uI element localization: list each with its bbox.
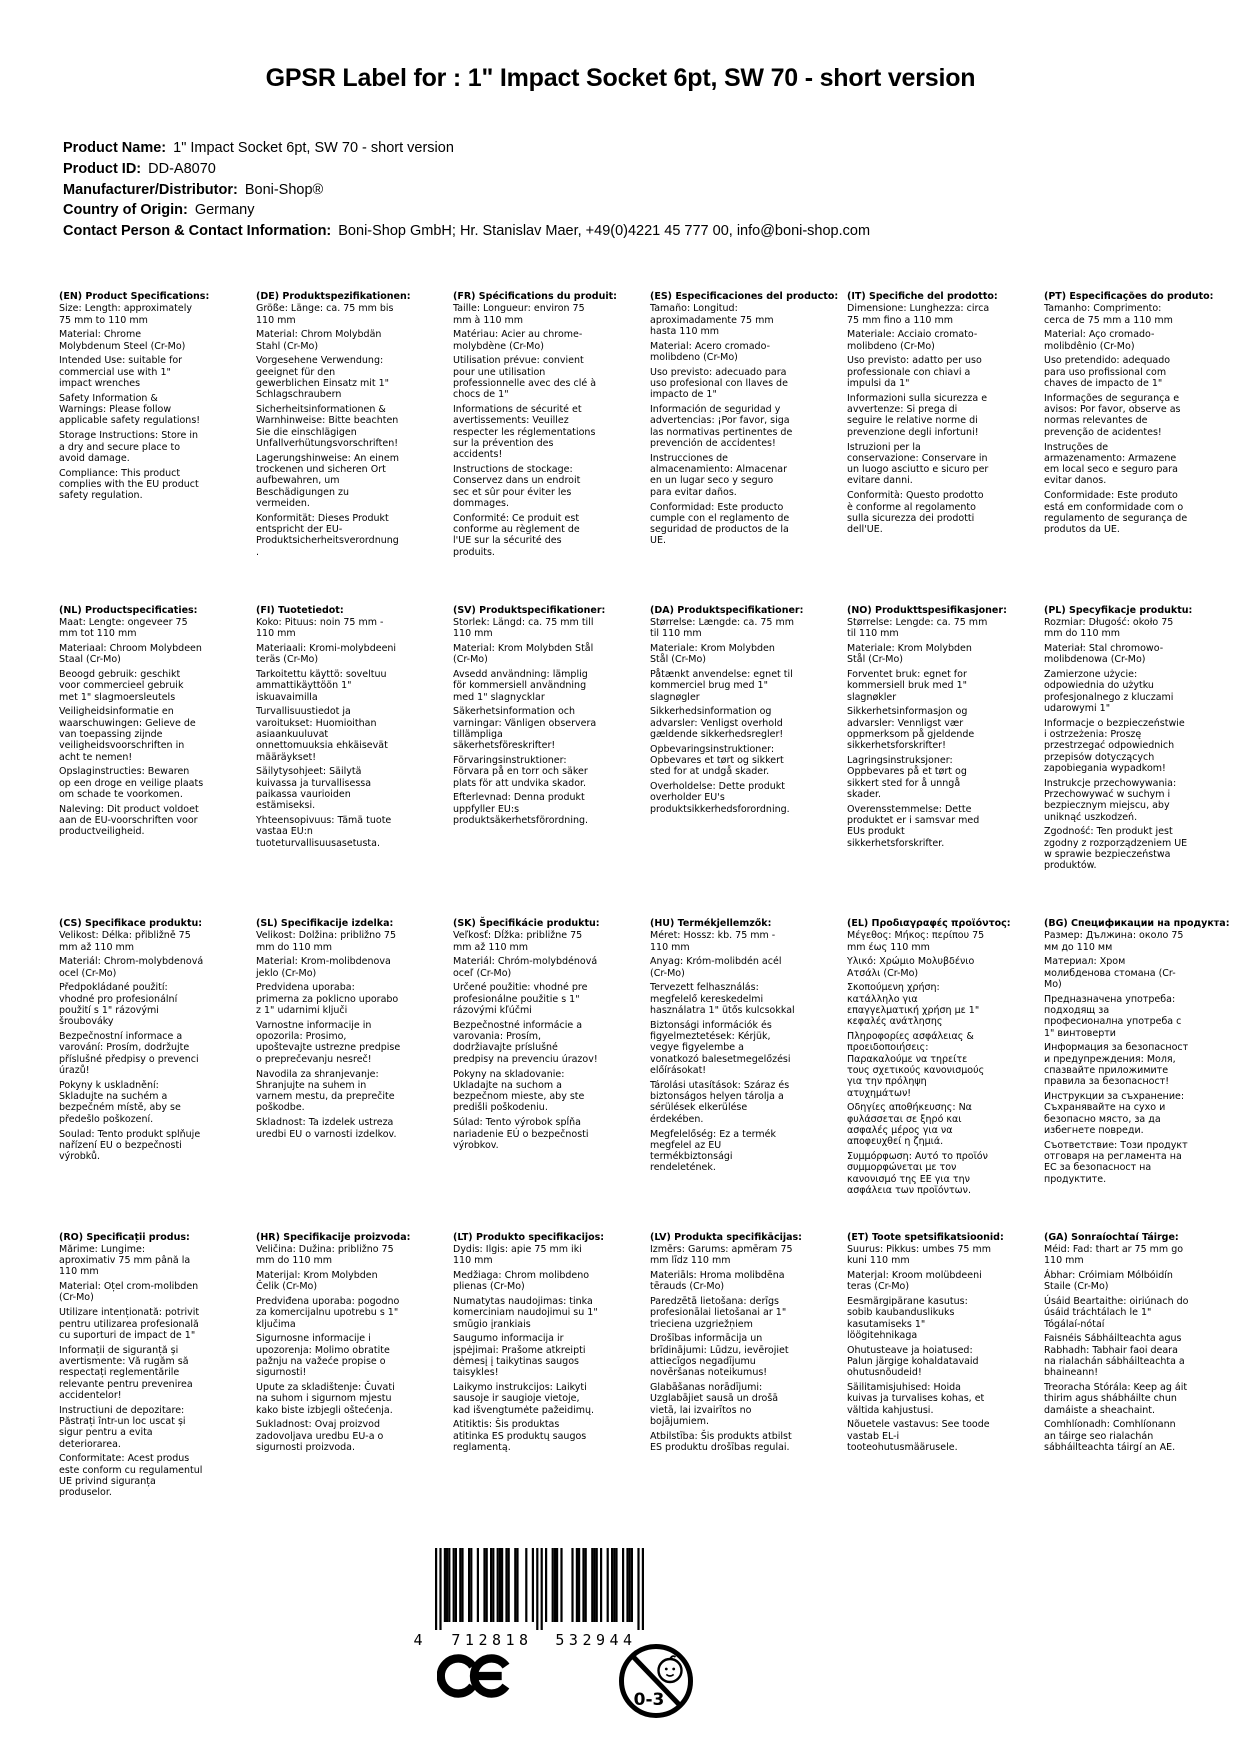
spec-paragraph: Größe: Länge: ca. 75 mm bis 110 mm <box>256 303 394 326</box>
spec-paragraph: Veličina: Dužina: približno 75 mm do 110 mm <box>256 1243 394 1267</box>
lang-block-sl <box>256 918 401 1232</box>
product-info <box>63 138 870 242</box>
spec-paragraph: Určené použitie: vhodné pre profesionálne použitie s 1" rázovými kľúčmi <box>453 982 588 1017</box>
lang-block-header: (PT) Especificações do produto: <box>1044 291 1214 302</box>
barcode-prefix-digit: 4 <box>413 1631 423 1648</box>
product-info-row <box>63 180 870 201</box>
lang-block-header: (DE) Produktspezifikationen: <box>256 291 411 302</box>
spec-paragraph: Sikkerhedsinformation og advarsler: Venligst overhold gældende sikkerhedsregler! <box>650 706 784 740</box>
spec-paragraph: Saugumo informacija ir įspėjimai: Prašome atkreipti dėmesį į taikytinas saugos taisykles! <box>453 1333 586 1379</box>
spec-paragraph: Tárolási utasítások: Száraz és biztonságos helyen tárolja a sérülések elkerülése érdekében. <box>650 1079 790 1125</box>
product-info-row <box>63 200 870 221</box>
lang-block-sv <box>453 604 606 919</box>
spec-paragraph: Materiaal: Chroom Molybdeen Staal (Cr-Mo) <box>59 642 202 666</box>
spec-paragraph: Materijal: Krom Molybden Čelik (Cr-Mo) <box>256 1269 378 1293</box>
spec-paragraph: Navodila za shranjevanje: Shranjujte na suhem in varnem mestu, da preprečite poškodbe. <box>256 1068 395 1114</box>
lang-block-sk <box>453 918 598 1232</box>
spec-paragraph: Velikost: Délka: přibližně 75 mm až 110 mm <box>59 930 191 953</box>
spec-paragraph: Megfelelőség: Ez a termék megfelel az EU termékbiztonsági rendeletének. <box>650 1128 777 1174</box>
spec-paragraph: Размер: Дължина: около 75 мм до 110 мм <box>1044 930 1184 953</box>
spec-paragraph: Materiał: Stal chromowo-molibdenowa (Cr-Mo) <box>1044 642 1164 666</box>
spec-paragraph: Opslaginstructies: Bewaren op een droge en veilige plaats om schade te voorkomen. <box>59 766 204 800</box>
product-info-value: Boni-Shop® <box>244 181 324 198</box>
spec-paragraph: Μέγεθος: Μήκος: περίπου 75 mm έως 110 mm <box>847 930 985 953</box>
spec-paragraph: Lagerungshinweise: An einem trockenen und sicheren Ort aufbewahren, um Beschädigungen zu vermeiden. <box>256 452 400 510</box>
spec-paragraph: Taille: Longueur: environ 75 mm à 110 mm <box>453 303 585 326</box>
spec-paragraph: Uso previsto: adatto per uso professionale con chiavi a impulsi da 1" <box>847 355 982 390</box>
spec-paragraph: Faisnéis Sábháilteachta agus Rabhadh: Tabhair faoi deara na rialachán sábháilteachta a bhaineann! <box>1044 1333 1185 1379</box>
lang-block-lv <box>650 1231 802 1546</box>
spec-paragraph: Lagringsinstruksjoner: Oppbevares på et tørt og sikkert sted for å unngå skader. <box>847 755 967 800</box>
spec-paragraph: Информация за безопасност и предупреждения: Моля, спазвайте приложимите правила за безопасност! <box>1044 1042 1189 1088</box>
spec-paragraph: Instrucciones de almacenamiento: Almacenar en un lugar seco y seguro para evitar daños. <box>650 452 787 498</box>
spec-paragraph: Pokyny na skladovanie: Ukladajte na suchom a bezpečnom mieste, aby ste predišli poškodeniu. <box>453 1068 585 1114</box>
barcode-right-group: 532944 <box>555 1631 637 1648</box>
spec-paragraph: Nõuetele vastavus: See toode vastab EL-i tooteohutusmäärusele. <box>847 1419 990 1454</box>
spec-paragraph: Informacje o bezpieczeństwie i ostrzeżenia: Proszę przestrzegać odpowiednich przepisów dotyczących zapobiegania wypadkom! <box>1044 717 1185 774</box>
product-info-row <box>63 159 870 180</box>
lang-block-header: (SV) Produktspecifikationer: <box>453 604 606 616</box>
spec-paragraph: Skladnost: Ta izdelek ustreza uredbi EU o varnosti izdelkov. <box>256 1117 397 1140</box>
spec-paragraph: Veľkosť: Dĺžka: približne 75 mm až 110 mm <box>453 930 583 953</box>
spec-paragraph: Dydis: Ilgis: apie 75 mm iki 110 mm <box>453 1243 582 1267</box>
product-info-label: Product ID: <box>63 160 142 177</box>
spec-paragraph: Úsáid Beartaithe: oiriúnach do úsáid tráchtálach le 1" Tógálaí-nótaí <box>1044 1295 1189 1330</box>
lang-block-es <box>650 291 839 605</box>
spec-paragraph: Rozmiar: Długość: około 75 mm do 110 mm <box>1044 616 1174 640</box>
spec-paragraph: Conformidad: Este producto cumple con el reglamento de seguridad de productos de la UE. <box>650 501 790 547</box>
lang-block-cs <box>59 918 204 1232</box>
lang-block-header: (PL) Specyfikacje produktu: <box>1044 604 1193 616</box>
spec-paragraph: Istruzioni per la conservazione: Conservare in un luogo asciutto e sicuro per evitare danni. <box>847 441 989 487</box>
product-info-label: Product Name: <box>63 140 167 156</box>
spec-paragraph: Säkerhetsinformation och varningar: Vänligen observera tillämpliga säkerhetsföreskrifter! <box>453 706 597 752</box>
spec-paragraph: Información de seguridad y advertencias: ¡Por favor, siga las normativas pertinentes de prevención de accidentes! <box>650 404 793 450</box>
lang-block-de <box>256 291 411 605</box>
spec-paragraph: Uso previsto: adecuado para uso profesional con llaves de impacto de 1" <box>650 366 788 401</box>
product-info-value: DD-A8070 <box>148 160 216 177</box>
spec-paragraph: Предназначена употреба: подходящ за професионална употреба с 1" винтоверти <box>1044 993 1182 1039</box>
spec-paragraph: Treoracha Stórála: Keep ag áit thirim agus shábháilte chun damáiste a sheachaint. <box>1044 1382 1188 1416</box>
lang-block-header: (CS) Specifikace produktu: <box>59 918 203 929</box>
lang-block-header: (SL) Specifikacije izdelka: <box>256 918 394 929</box>
spec-paragraph: Beoogd gebruik: geschikt voor commercieel gebruik met 1" slagmoersleutels <box>59 668 184 703</box>
spec-paragraph: Ábhar: Cróimiam Mólbóidín Staile (Cr-Mo) <box>1044 1269 1173 1293</box>
baby-face-icon <box>659 1659 682 1682</box>
spec-paragraph: Material: Acero cromado-molibdeno (Cr-Mo) <box>650 340 770 363</box>
spec-paragraph: Size: Length: approximately 75 mm to 110 mm <box>59 303 192 326</box>
lang-block-nl <box>59 605 204 919</box>
spec-paragraph: Materiál: Chróm-molybdénová oceľ (Cr-Mo) <box>453 956 598 979</box>
lang-block-pl <box>1044 604 1193 919</box>
spec-paragraph: Dimensione: Lunghezza: circa 75 mm fino a 110 mm <box>847 303 990 326</box>
spec-paragraph: Sikkerhetsinformasjon og advarsler: Vennligst vær oppmerksom på gjeldende sikkerhetsforskrifter! <box>847 706 975 752</box>
spec-paragraph: Material: Chrom Molybdän Stahl (Cr-Mo) <box>256 329 382 352</box>
spec-paragraph: Ohutusteave ja hoiatused: Palun järgige kohaldatavaid ohutusnõudeid! <box>847 1344 979 1379</box>
lang-block-header: (ES) Especificaciones del producto: <box>650 291 839 302</box>
product-info-label: Country of Origin: <box>63 202 188 219</box>
spec-paragraph: Συμμόρφωση: Αυτό το προϊόν συμμορφώνεται με τον κανονισμό της ΕΕ για την ασφάλεια των προϊόντων. <box>847 1151 988 1197</box>
barcode-left-group: 712818 <box>451 1631 533 1648</box>
spec-paragraph: Material: Krom-molibdenova jeklo (Cr-Mo) <box>256 956 391 979</box>
spec-paragraph: Инструкции за съхранение: Съхранявайте на сухо и безопасно място, за да избегнете повреди. <box>1044 1091 1185 1137</box>
product-info-label: Contact Person & Contact Information: <box>63 223 332 240</box>
spec-paragraph: Overensstemmelse: Dette produktet er i samsvar med EUs produkt sikkerhetsforskrifter. <box>847 803 980 849</box>
lang-block-header: (EL) Προδιαγραφές προϊόντος: <box>847 918 1011 929</box>
spec-paragraph: Instructiuni de depozitare: Păstrați într-un loc uscat și sigur pentru a evita deteriorarea. <box>59 1404 186 1450</box>
spec-paragraph: Maat: Lengte: ongeveer 75 mm tot 110 mm <box>59 616 188 640</box>
spec-paragraph: Atitiktis: Šis produktas atitinka ES produktų saugos reglamentą. <box>453 1419 587 1454</box>
spec-paragraph: Conformidade: Este produto está em conformidade com o regulamento de segurança de produtos da UE. <box>1044 490 1188 536</box>
spec-paragraph: Størrelse: Lengde: ca. 75 mm til 110 mm <box>847 616 988 640</box>
spec-paragraph: Eesmärgipärane kasutus: sobib kaubanduslikuks kasutamiseks 1" löögitehnikaga <box>847 1295 968 1341</box>
lang-block-header: (LV) Produkta specifikācijas: <box>650 1231 802 1243</box>
spec-paragraph: Medžiaga: Chrom molibdeno plienas (Cr-Mo) <box>453 1269 590 1293</box>
spec-paragraph: Съответствие: Този продукт отговаря на регламента на ЕС за безопасност на продуктите. <box>1044 1139 1188 1185</box>
lang-block-header: (DA) Produktspecifikationer: <box>650 604 804 616</box>
spec-paragraph: Paredzētā lietošana: derīgs profesionālai lietošanai ar 1" trieciena uzgriežņiem <box>650 1295 787 1330</box>
spec-paragraph: Avsedd användning: lämplig för kommersiell användning med 1" slagnycklar <box>453 668 588 703</box>
spec-paragraph: Conformité: Ce produit est conforme au règlement de l'UE sur la sécurité des produits. <box>453 512 580 558</box>
spec-paragraph: Overholdelse: Dette produkt overholder EU's produktsikkerhedsforordning. <box>650 781 790 815</box>
spec-paragraph: Säilitamisjuhised: Hoida kuivas ja turvalises kohas, et vältida kahjustusi. <box>847 1382 985 1416</box>
spec-paragraph: Forventet bruk: egnet for kommersiell bruk med 1" slagnøkler <box>847 668 968 703</box>
spec-paragraph: Compliance: This product complies with the EU product safety regulation. <box>59 467 199 502</box>
lang-block-header: (HU) Termékjellemzők: <box>650 918 772 929</box>
spec-paragraph: Informazioni sulla sicurezza e avvertenze: Si prega di seguire le relative norme di prevenzione degli infortuni! <box>847 392 988 438</box>
spec-paragraph: Velikost: Dolžina: približno 75 mm do 110 mm <box>256 930 397 953</box>
lang-block-hu <box>650 918 795 1232</box>
lang-block-bg <box>1044 918 1230 1232</box>
spec-paragraph: Materiale: Acciaio cromato-molibdeno (Cr-Mo) <box>847 329 978 352</box>
spec-paragraph: Zamierzone użycie: odpowiednia do użytku profesjonalnego z kluczami udarowymi 1" <box>1044 668 1174 714</box>
language-grid <box>59 291 1241 1545</box>
spec-paragraph: Opbevaringsinstruktioner: Opbevares et tørt og sikkert sted for at undgå skader. <box>650 743 784 778</box>
spec-paragraph: Informații de siguranță și avertismente: Vă rugăm să respectați reglementările relevante pentru prevenirea accidentelor! <box>59 1344 193 1401</box>
lang-block-header: (BG) Спецификации на продукта: <box>1044 918 1230 929</box>
lang-block-header: (IT) Specifiche del prodotto: <box>847 291 998 302</box>
spec-paragraph: Méret: Hossz: kb. 75 mm - 110 mm <box>650 930 776 953</box>
barcode-bars <box>400 1548 660 1648</box>
lang-block-ga <box>1044 1232 1189 1546</box>
lang-block-header: (SK) Špecifikácie produktu: <box>453 918 600 929</box>
spec-paragraph: Conformità: Questo prodotto è conforme al regolamento sulla sicurezza dei prodotti dell'UE. <box>847 490 984 536</box>
lang-block-en <box>59 291 210 605</box>
spec-paragraph: Tamaño: Longitud: aproximadamente 75 mm hasta 110 mm <box>650 303 774 337</box>
page-title: GPSR Label for : 1" Impact Socket 6pt, SW 70 - short version <box>265 63 976 92</box>
spec-paragraph: Soulad: Tento produkt splňuje nařízení EU o bezpečnosti výrobků. <box>59 1128 201 1163</box>
spec-paragraph: Naleving: Dit product voldoet aan de EU-voorschriften voor productveiligheid. <box>59 803 199 838</box>
spec-paragraph: Drošības informācija un brīdinājumi: Lūdzu, ievērojiet attiecīgos negadījumu novēršanas noteikumus! <box>650 1333 789 1379</box>
spec-paragraph: Efterlevnad: Denna produkt uppfyller EU:s produktsäkerhetsförordning. <box>453 792 589 827</box>
spec-paragraph: Predviđena uporaba: pogodno za komercijalnu upotrebu s 1" ključima <box>256 1295 400 1330</box>
spec-paragraph: Anyag: Króm-molibdén acél (Cr-Mo) <box>650 956 782 979</box>
ce-mark-icon <box>437 1652 511 1704</box>
lang-block-header: (LT) Produkto specifikacijos: <box>453 1231 605 1243</box>
spec-paragraph: Súlad: Tento výrobok spĺňa nariadenie EÚ o bezpečnosti výrobkov. <box>453 1117 589 1151</box>
spec-paragraph: Glabāšanas norādījumi: Uzglabājiet sausā un drošā vietā, lai izvairītos no bojājumiem. <box>650 1382 779 1427</box>
spec-paragraph: Storlek: Längd: ca. 75 mm till 110 mm <box>453 616 594 640</box>
spec-paragraph: Numatytas naudojimas: tinka komerciniam naudojimui su 1" smūgio įrankiais <box>453 1295 598 1330</box>
spec-paragraph: Turvallisuustiedot ja varoitukset: Huomioithan asiaankuuluvat onnettomuuksia ehkäisevät määräykset! <box>256 706 388 763</box>
spec-paragraph: Tervezett felhasználás: megfelelő kereskedelmi használatra 1" ütős kulcsokkal <box>650 982 795 1017</box>
product-info-value: 1" Impact Socket 6pt, SW 70 - short version <box>173 140 454 156</box>
spec-paragraph: Materjal: Kroom molübdeeni teras (Cr-Mo) <box>847 1269 982 1293</box>
lang-block-header: (FI) Tuotetiedot: <box>256 604 344 616</box>
lang-block-header: (NL) Productspecificaties: <box>59 604 198 616</box>
product-info-value: Boni-Shop GmbH; Hr. Stanislav Maer, +49(0)4221 45 777 00, info@boni-shop.com <box>338 223 871 240</box>
spec-paragraph: Koko: Pituus: noin 75 mm - 110 mm <box>256 616 384 640</box>
spec-paragraph: Instrukcje przechowywania: Przechowywać w suchym i bezpiecznym miejscu, aby uniknąć uszkodzeń. <box>1044 777 1177 823</box>
lang-block-it <box>847 291 998 605</box>
spec-paragraph: Izmērs: Garums: apmēram 75 mm līdz 110 mm <box>650 1243 793 1267</box>
lang-block-hr <box>256 1231 411 1546</box>
spec-paragraph: Tamanho: Comprimento: cerca de 75 mm a 110 mm <box>1044 303 1173 326</box>
lang-block-header: (ET) Toote spetsifikatsioonid: <box>847 1231 1004 1243</box>
spec-paragraph: Material: Krom Molybden Stål (Cr-Mo) <box>453 642 594 666</box>
spec-paragraph: Förvaringsinstruktioner: Förvara på en torr och säker plats för att undvika skador. <box>453 755 588 789</box>
spec-paragraph: Materiale: Krom Molybden Stål (Cr-Mo) <box>847 642 972 666</box>
spec-paragraph: Instruções de armazenamento: Armazene em local seco e seguro para evitar danos. <box>1044 441 1178 487</box>
product-info-value: Germany <box>194 202 255 219</box>
spec-paragraph: Sigurnosne informacije i upozorenja: Molimo obratite pažnju na važeće propise o sigurnosti! <box>256 1333 390 1379</box>
spec-paragraph: Předpokládané použití: vhodné pro profesionální použití s 1" rázovými šroubováky <box>59 982 178 1028</box>
spec-paragraph: Material: Oțel crom-molibden (Cr-Mo) <box>59 1281 199 1304</box>
lang-block-da <box>650 604 804 919</box>
spec-paragraph: Yhteensopivuus: Tämä tuote vastaa EU:n tuoteturvallisuusasetusta. <box>256 815 392 849</box>
lang-block-header: (HR) Specifikacije proizvoda: <box>256 1231 411 1243</box>
lang-block-lt <box>453 1231 605 1546</box>
spec-paragraph: Suurus: Pikkus: umbes 75 mm kuni 110 mm <box>847 1243 991 1267</box>
product-info-row <box>63 221 870 242</box>
ean13-barcode <box>400 1548 660 1652</box>
spec-paragraph: Mărime: Lungime: aproximativ 75 mm până la 110 mm <box>59 1243 191 1278</box>
spec-paragraph: Vorgesehene Verwendung: geeignet für den gewerblichen Einsatz mit 1" Schlagschraubern <box>256 355 390 401</box>
spec-paragraph: Οδηγίες αποθήκευσης: Να φυλάσσεται σε ξηρό και ασφαλές μέρος για να αποφευχθεί η ζημιά. <box>847 1102 972 1148</box>
lang-block-header: (RO) Specificații produs: <box>59 1231 190 1243</box>
spec-paragraph: Uso pretendido: adequado para uso profissional com chaves de impacto de 1" <box>1044 355 1171 390</box>
lang-block-el <box>847 918 1011 1232</box>
age-range-label: 0-3 <box>633 1690 665 1710</box>
spec-paragraph: Säilytysohjeet: Säilytä kuivassa ja turvallisessa paikassa vaurioiden estämiseksi. <box>256 766 372 812</box>
spec-paragraph: Laikymo instrukcijos: Laikyti sausoje ir saugioje vietoje, kad išvengtumėte pažeidimų. <box>453 1382 595 1416</box>
spec-paragraph: Materiaali: Kromi-molybdeeni teräs (Cr-Mo) <box>256 642 397 666</box>
spec-paragraph: Konformität: Dieses Produkt entspricht der EU-Produktsicherheitsverordnung. <box>256 512 399 558</box>
age-warning-0-3-icon <box>617 1642 695 1724</box>
product-info-row <box>63 138 870 159</box>
spec-paragraph: Utilizare intenționată: potrivit pentru utilizarea profesională cu suporturi de impact de 1" <box>59 1307 200 1341</box>
spec-paragraph: Материал: Хром молибденова стомана (Cr-Mo) <box>1044 956 1176 990</box>
spec-paragraph: Storage Instructions: Store in a dry and secure place to avoid damage. <box>59 430 198 464</box>
spec-paragraph: Comhlíonadh: Comhlíonann an táirge seo rialachán sábháilteachta táirgí an AE. <box>1044 1419 1176 1454</box>
spec-paragraph: Material: Aço cromado-molibdênio (Cr-Mo) <box>1044 329 1155 352</box>
lang-block-fr <box>453 291 617 605</box>
lang-block-header: (FR) Spécifications du produit: <box>453 291 617 302</box>
lang-block-et <box>847 1231 1004 1546</box>
spec-paragraph: Bezpečnostní informace a varování: Prosím, dodržujte příslušné předpisy o prevenci úrazů! <box>59 1031 199 1077</box>
spec-paragraph: Safety Information & Warnings: Please follow applicable safety regulations! <box>59 392 201 427</box>
spec-paragraph: Material: Chrome Molybdenum Steel (Cr-Mo) <box>59 329 186 352</box>
spec-paragraph: Materiál: Chrom-molybdenová ocel (Cr-Mo) <box>59 956 204 979</box>
spec-paragraph: Conformitate: Acest produs este conform cu regulamentul UE privind siguranța produselor. <box>59 1453 203 1499</box>
spec-paragraph: Instructions de stockage: Conservez dans un endroit sec et sûr pour éviter les dommages. <box>453 464 581 510</box>
lang-block-no <box>847 604 1007 919</box>
spec-paragraph: Tarkoitettu käyttö: soveltuu ammattikäyttöön 1" iskuavaimilla <box>256 668 387 703</box>
lang-block-fi <box>256 605 401 919</box>
spec-paragraph: Biztonsági információk és figyelmeztetések: Kérjük, vegye figyelembe a vonatkozó balesetmegelőzési előírásokat! <box>650 1019 791 1077</box>
spec-paragraph: Materiāls: Hroma molibdēna tērauds (Cr-Mo) <box>650 1269 785 1293</box>
lang-block-ro <box>59 1232 204 1546</box>
spec-paragraph: Atbilstība: Šis produkts atbilst ES produktu drošības regulai. <box>650 1430 792 1454</box>
spec-paragraph: Upute za skladištenje: Čuvati na suhom i sigurnom mjestu kako biste izbjegli oštećenja. <box>256 1382 395 1416</box>
lang-block-header: (EN) Product Specifications: <box>59 291 210 302</box>
spec-paragraph: Matériau: Acier au chrome-molybdène (Cr-Mo) <box>453 329 583 352</box>
spec-paragraph: Méid: Fad: thart ar 75 mm go 110 mm <box>1044 1243 1184 1267</box>
spec-paragraph: Varnostne informacije in opozorila: Prosimo, upoštevajte ustrezne predpise o preprečevanju nesreč! <box>256 1019 401 1065</box>
spec-paragraph: Sicherheitsinformationen & Warnhinweise: Bitte beachten Sie die einschlägigen Unfallverhütungsvorschriften! <box>256 404 399 450</box>
spec-paragraph: Intended Use: suitable for commercial use with 1" impact wrenches <box>59 355 183 390</box>
spec-paragraph: Pokyny k uskladnění: Skladujte na suchém a bezpečném místě, aby se předešlo poškození. <box>59 1079 181 1125</box>
lang-block-pt <box>1044 291 1214 605</box>
lang-block-header: (GA) Sonraíochtaí Táirge: <box>1044 1231 1179 1243</box>
spec-paragraph: Σκοπούμενη χρήση: κατάλληλο για επαγγελματική χρήση με 1" κεφαλές ανάτλησης <box>847 982 980 1028</box>
lang-block-header: (NO) Produkttspesifikasjoner: <box>847 604 1007 616</box>
spec-paragraph: Predvidena uporaba: primerna za poklicno uporabo z 1" udarnimi ključi <box>256 982 399 1017</box>
spec-paragraph: Informações de segurança e avisos: Por favor, observe as normas relevantes de prevenção de acidentes! <box>1044 392 1181 438</box>
spec-paragraph: Υλικό: Χρώμιο Μολυβδένιο Ατσάλι (Cr-Mo) <box>847 956 975 979</box>
spec-paragraph: Materiale: Krom Molybden Stål (Cr-Mo) <box>650 642 775 666</box>
spec-paragraph: Størrelse: Længde: ca. 75 mm til 110 mm <box>650 616 794 640</box>
spec-paragraph: Bezpečnostné informácie a varovania: Prosím, dodržiavajte príslušné predpisy na prevenciu úrazov! <box>453 1019 598 1065</box>
product-info-label: Manufacturer/Distributor: <box>63 181 238 198</box>
spec-paragraph: Påtænkt anvendelse: egnet til kommerciel brug med 1" slagnøgler <box>650 668 793 703</box>
spec-paragraph: Informations de sécurité et avertissements: Veuillez respecter les réglementations sur la prévention des accidents! <box>453 404 596 461</box>
spec-paragraph: Veiligheidsinformatie en waarschuwingen: Gelieve de van toepassing zijnde veiligheidsvoorschriften in acht te nemen! <box>59 706 196 763</box>
spec-paragraph: Sukladnost: Ovaj proizvod zadovoljava uredbu EU-a o sigurnosti proizvoda. <box>256 1419 384 1454</box>
spec-paragraph: Πληροφορίες ασφάλειας & προειδοποιήσεις: Παρακαλούμε να τηρείτε τους σχετικούς κανονισμούς για την πρόληψη ατυχημάτων! <box>847 1031 985 1099</box>
spec-paragraph: Zgodność: Ten produkt jest zgodny z rozporządzeniem UE w sprawie bezpieczeństwa produktów. <box>1044 826 1188 872</box>
spec-paragraph: Utilisation prévue: convient pour une utilisation professionnelle avec des clé à chocs de 1" <box>453 355 597 401</box>
